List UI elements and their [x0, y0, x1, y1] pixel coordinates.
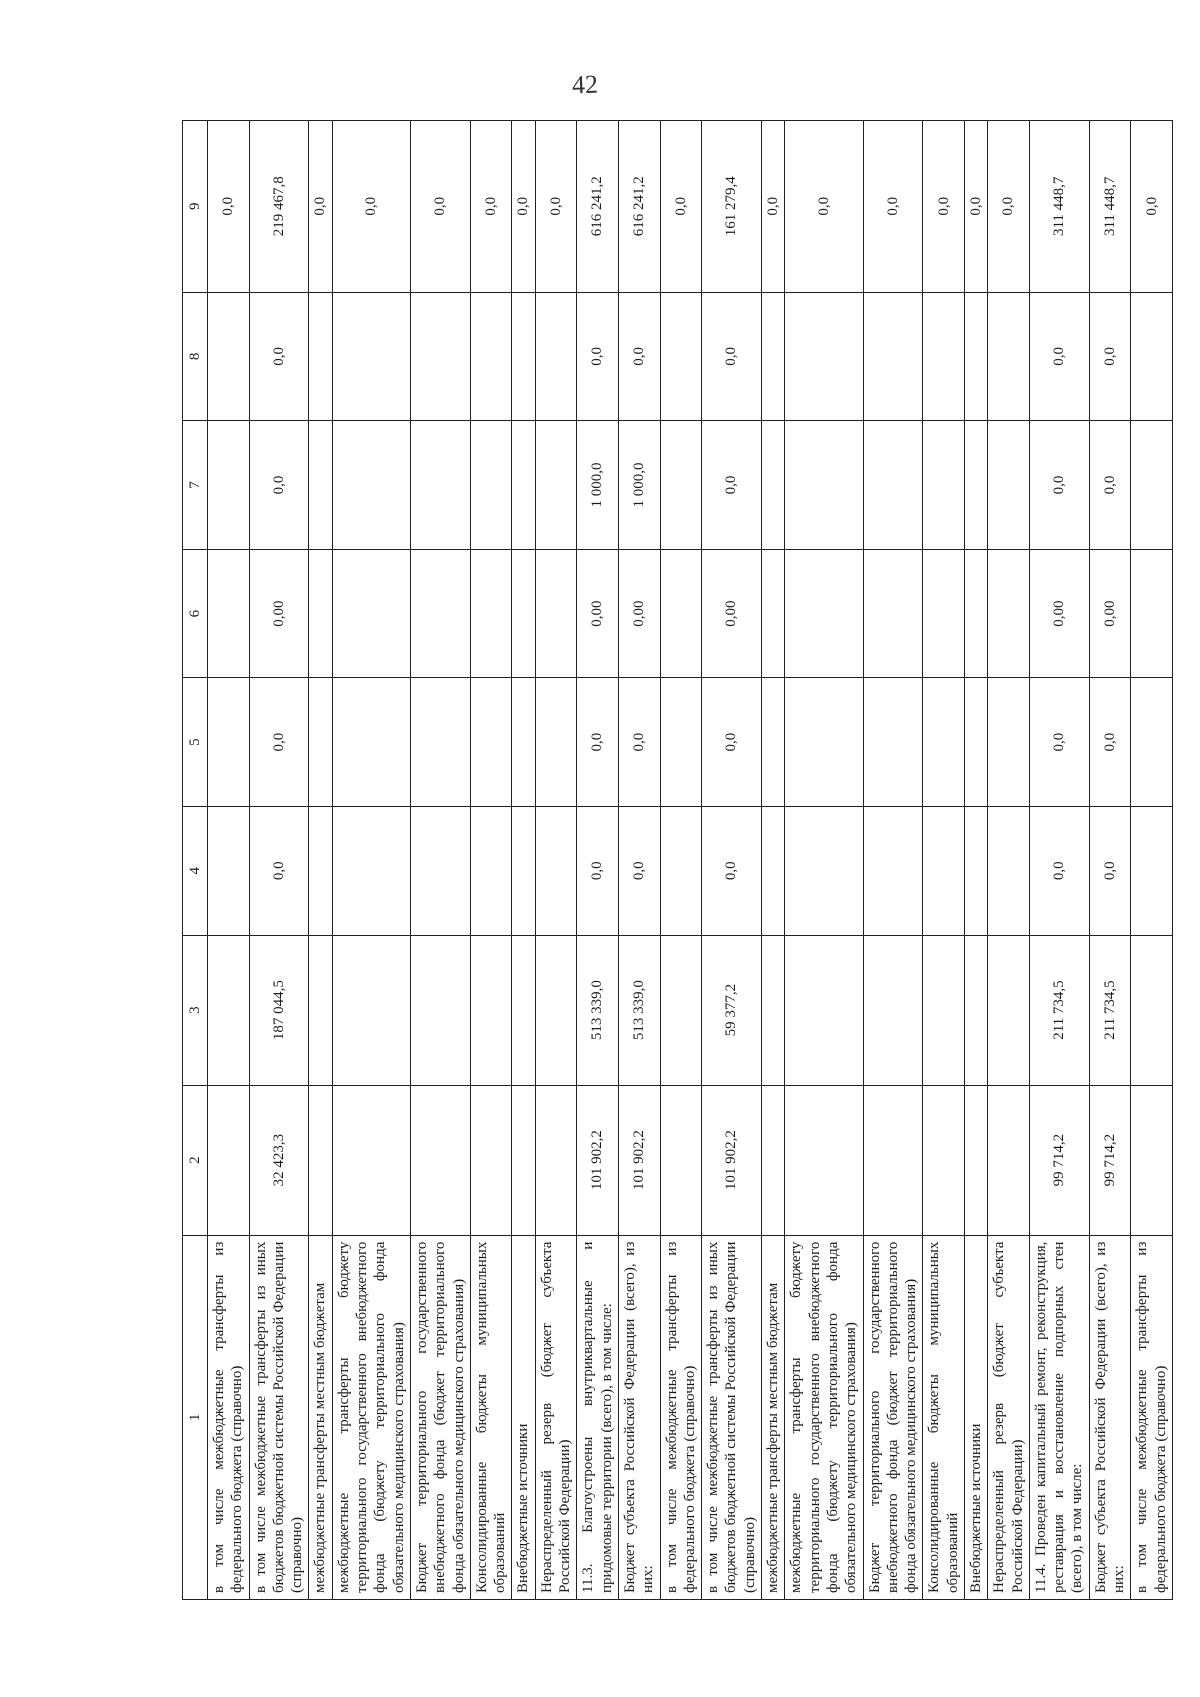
table-row: [863, 121, 923, 1600]
row-description-cell: Бюджет территориального государственного внебюджетного фонда (бюджет территориального фонда обязательного медицинского страхования): [863, 1235, 923, 1599]
value-cell: [988, 678, 1030, 807]
value-cell: [512, 292, 535, 421]
value-cell: [410, 678, 470, 807]
value-cell: [923, 935, 965, 1085]
value-cell: 0,0: [249, 806, 309, 935]
value-cell: [208, 806, 250, 935]
table-row: [923, 121, 965, 1600]
value-cell: [923, 292, 965, 421]
column-header: 9: [183, 121, 208, 293]
value-cell: [208, 292, 250, 421]
value-cell: 0,0: [702, 292, 762, 421]
value-cell: [785, 1085, 863, 1235]
value-cell: [470, 806, 512, 935]
value-cell: [208, 549, 250, 678]
table-row: [208, 121, 250, 1600]
value-cell: [785, 292, 863, 421]
value-cell: [512, 806, 535, 935]
row-description-cell: 11.3. Благоустроены внутриквартальные и придомовые территории (всего), в том числе:: [577, 1235, 619, 1599]
value-cell: [785, 421, 863, 550]
value-cell: [660, 292, 702, 421]
value-cell: 0,0: [964, 121, 987, 293]
column-header: 2: [183, 1085, 208, 1235]
value-cell: [512, 935, 535, 1085]
value-cell: 0,0: [1029, 421, 1089, 550]
value-cell: [660, 935, 702, 1085]
value-cell: 0,0: [309, 121, 332, 293]
value-cell: [332, 806, 410, 935]
value-cell: [309, 549, 332, 678]
value-cell: [964, 549, 987, 678]
budget-table: [182, 120, 1173, 1600]
value-cell: [332, 935, 410, 1085]
value-cell: [535, 678, 577, 807]
value-cell: [470, 421, 512, 550]
value-cell: 0,0: [512, 121, 535, 293]
value-cell: 0,0: [1089, 421, 1131, 550]
value-cell: 0,0: [410, 121, 470, 293]
value-cell: 311 448,7: [1089, 121, 1131, 293]
value-cell: 161 279,4: [702, 121, 762, 293]
value-cell: [660, 806, 702, 935]
value-cell: 0,0: [1089, 678, 1131, 807]
value-cell: [660, 421, 702, 550]
row-description-cell: Нераспределенный резерв (бюджет субъекта Российской Федерации): [535, 1235, 577, 1599]
value-cell: [410, 549, 470, 678]
value-cell: 0,0: [577, 806, 619, 935]
value-cell: [964, 1085, 987, 1235]
value-cell: [762, 935, 785, 1085]
value-cell: [512, 549, 535, 678]
value-cell: [208, 1085, 250, 1235]
value-cell: 0,00: [702, 549, 762, 678]
value-cell: 32 423,3: [249, 1085, 309, 1235]
table-row: [785, 121, 863, 1600]
row-description-cell: в том числе межбюджетные трансферты из федерального бюджета (справочно): [208, 1235, 250, 1599]
value-cell: 0,00: [1089, 549, 1131, 678]
value-cell: [332, 421, 410, 550]
value-cell: 0,0: [660, 121, 702, 293]
value-cell: 219 467,8: [249, 121, 309, 293]
value-cell: 0,0: [1131, 121, 1173, 293]
value-cell: [410, 806, 470, 935]
table-row: [762, 121, 785, 1600]
value-cell: 0,0: [1029, 292, 1089, 421]
value-cell: [332, 678, 410, 807]
value-cell: 211 734,5: [1029, 935, 1089, 1085]
table-row: [535, 121, 577, 1600]
value-cell: [470, 678, 512, 807]
row-description-cell: Внебюджетные источники: [512, 1235, 535, 1599]
value-cell: [762, 292, 785, 421]
column-header: 3: [183, 935, 208, 1085]
value-cell: 0,0: [702, 421, 762, 550]
value-cell: 616 241,2: [577, 121, 619, 293]
value-cell: [309, 292, 332, 421]
value-cell: 187 044,5: [249, 935, 309, 1085]
row-description-cell: межбюджетные трансферты местным бюджетам: [762, 1235, 785, 1599]
value-cell: [988, 935, 1030, 1085]
value-cell: [410, 935, 470, 1085]
value-cell: 0,0: [535, 121, 577, 293]
value-cell: [660, 1085, 702, 1235]
value-cell: [208, 935, 250, 1085]
value-cell: 616 241,2: [618, 121, 660, 293]
value-cell: [1131, 549, 1173, 678]
value-cell: [332, 549, 410, 678]
table-row: [660, 121, 702, 1600]
value-cell: [964, 935, 987, 1085]
table-header-row: [183, 121, 208, 1600]
table-row: [249, 121, 309, 1600]
row-description-cell: Бюджет субъекта Российской Федерации (всего), из них:: [618, 1235, 660, 1599]
value-cell: [309, 678, 332, 807]
row-description-cell: Консолидированные бюджеты муниципальных образований: [923, 1235, 965, 1599]
value-cell: [964, 806, 987, 935]
row-description-cell: Внебюджетные источники: [964, 1235, 987, 1599]
value-cell: 513 339,0: [577, 935, 619, 1085]
row-description-cell: межбюджетные трансферты местным бюджетам: [309, 1235, 332, 1599]
table-row: [964, 121, 987, 1600]
value-cell: [863, 292, 923, 421]
value-cell: [512, 678, 535, 807]
value-cell: [1131, 292, 1173, 421]
row-description-cell: в том числе межбюджетные трансферты из федерального бюджета (справочно): [660, 1235, 702, 1599]
value-cell: 1 000,0: [618, 421, 660, 550]
value-cell: 0,0: [762, 121, 785, 293]
value-cell: 59 377,2: [702, 935, 762, 1085]
value-cell: [309, 806, 332, 935]
value-cell: 0,0: [618, 292, 660, 421]
budget-table-container: [182, 120, 1169, 1600]
value-cell: 0,0: [249, 292, 309, 421]
value-cell: 0,0: [618, 678, 660, 807]
value-cell: [410, 1085, 470, 1235]
table-row: [309, 121, 332, 1600]
value-cell: [1131, 1085, 1173, 1235]
value-cell: [208, 421, 250, 550]
value-cell: [1131, 678, 1173, 807]
value-cell: 0,0: [1029, 678, 1089, 807]
value-cell: 0,0: [1089, 806, 1131, 935]
value-cell: [785, 678, 863, 807]
value-cell: [863, 935, 923, 1085]
value-cell: [410, 292, 470, 421]
value-cell: [923, 678, 965, 807]
table-row: [618, 121, 660, 1600]
table-row: [332, 121, 410, 1600]
column-header: 8: [183, 292, 208, 421]
row-description-cell: в том числе межбюджетные трансферты из иных бюджетов бюджетной системы Российской Федерации (справочно): [702, 1235, 762, 1599]
value-cell: [988, 421, 1030, 550]
table-body: [183, 121, 1173, 1600]
row-description-cell: межбюджетные трансферты бюджету территориального государственного внебюджетного фонда (бюджету территориального фонда обязательного медицинского страхования): [785, 1235, 863, 1599]
value-cell: 101 902,2: [702, 1085, 762, 1235]
value-cell: [964, 292, 987, 421]
row-description-cell: 11.4. Проведен капитальный ремонт, реконструкция, реставрация и восстановление подпорных стен (всего), в том числе:: [1029, 1235, 1089, 1599]
column-header: 4: [183, 806, 208, 935]
value-cell: 0,0: [618, 806, 660, 935]
value-cell: [923, 421, 965, 550]
value-cell: [762, 806, 785, 935]
value-cell: [762, 678, 785, 807]
value-cell: 0,0: [577, 678, 619, 807]
row-description-cell: Бюджет территориального государственного внебюджетного фонда (бюджет территориального фонда обязательного медицинского страхования): [410, 1235, 470, 1599]
value-cell: [863, 421, 923, 550]
value-cell: [863, 806, 923, 935]
value-cell: 311 448,7: [1029, 121, 1089, 293]
value-cell: [535, 1085, 577, 1235]
value-cell: [470, 935, 512, 1085]
value-cell: 0,0: [208, 121, 250, 293]
column-header: 5: [183, 678, 208, 807]
value-cell: 101 902,2: [618, 1085, 660, 1235]
value-cell: [964, 421, 987, 550]
value-cell: [964, 678, 987, 807]
column-header: 7: [183, 421, 208, 550]
value-cell: 1 000,0: [577, 421, 619, 550]
value-cell: 99 714,2: [1029, 1085, 1089, 1235]
table-row: [702, 121, 762, 1600]
value-cell: [988, 806, 1030, 935]
value-cell: [512, 1085, 535, 1235]
row-description-cell: в том числе межбюджетные трансферты из федерального бюджета (справочно): [1131, 1235, 1173, 1599]
value-cell: 0,0: [249, 678, 309, 807]
page-number: 42: [571, 69, 599, 100]
value-cell: 0,00: [618, 549, 660, 678]
value-cell: [208, 678, 250, 807]
column-header: 6: [183, 549, 208, 678]
row-description-cell: Бюджет субъекта Российской Федерации (всего), из них:: [1089, 1235, 1131, 1599]
value-cell: [762, 1085, 785, 1235]
value-cell: [309, 1085, 332, 1235]
value-cell: [535, 806, 577, 935]
value-cell: 0,0: [988, 121, 1030, 293]
value-cell: 0,00: [249, 549, 309, 678]
value-cell: 211 734,5: [1089, 935, 1131, 1085]
value-cell: [923, 806, 965, 935]
value-cell: 0,00: [577, 549, 619, 678]
value-cell: [785, 935, 863, 1085]
value-cell: [410, 421, 470, 550]
value-cell: 99 714,2: [1089, 1085, 1131, 1235]
value-cell: 0,0: [332, 121, 410, 293]
row-description-cell: Консолидированные бюджеты муниципальных образований: [470, 1235, 512, 1599]
value-cell: [470, 1085, 512, 1235]
value-cell: [660, 549, 702, 678]
value-cell: 101 902,2: [577, 1085, 619, 1235]
row-description-cell: межбюджетные трансферты бюджету территориального государственного внебюджетного фонда (бюджету территориального фонда обязательного медицинского страхования): [332, 1235, 410, 1599]
value-cell: [1131, 806, 1173, 935]
table-row: [470, 121, 512, 1600]
table-row: [988, 121, 1030, 1600]
value-cell: [1131, 935, 1173, 1085]
value-cell: [923, 549, 965, 678]
value-cell: [988, 1085, 1030, 1235]
value-cell: [988, 549, 1030, 678]
value-cell: 0,0: [1029, 806, 1089, 935]
value-cell: [535, 935, 577, 1085]
value-cell: 0,0: [577, 292, 619, 421]
value-cell: 0,0: [702, 678, 762, 807]
row-description-cell: Нераспределенный резерв (бюджет субъекта Российской Федерации): [988, 1235, 1030, 1599]
table-row: [512, 121, 535, 1600]
value-cell: 0,0: [923, 121, 965, 293]
value-cell: [863, 678, 923, 807]
value-cell: [535, 549, 577, 678]
value-cell: [535, 292, 577, 421]
value-cell: [785, 549, 863, 678]
table-row: [410, 121, 470, 1600]
value-cell: [785, 806, 863, 935]
value-cell: [1131, 421, 1173, 550]
value-cell: 513 339,0: [618, 935, 660, 1085]
value-cell: [923, 1085, 965, 1235]
value-cell: 0,0: [470, 121, 512, 293]
value-cell: 0,0: [785, 121, 863, 293]
value-cell: 0,0: [702, 806, 762, 935]
value-cell: [660, 678, 702, 807]
value-cell: [512, 421, 535, 550]
value-cell: [863, 1085, 923, 1235]
row-description-cell: в том числе межбюджетные трансферты из иных бюджетов бюджетной системы Российской Федерации (справочно): [249, 1235, 309, 1599]
value-cell: [332, 1085, 410, 1235]
value-cell: 0,0: [863, 121, 923, 293]
value-cell: [762, 549, 785, 678]
value-cell: 0,00: [1029, 549, 1089, 678]
value-cell: [470, 292, 512, 421]
value-cell: [988, 292, 1030, 421]
column-header: 1: [183, 1235, 208, 1599]
value-cell: [762, 421, 785, 550]
value-cell: [470, 549, 512, 678]
value-cell: 0,0: [1089, 292, 1131, 421]
table-row: [1131, 121, 1173, 1600]
value-cell: [309, 935, 332, 1085]
value-cell: [309, 421, 332, 550]
value-cell: [332, 292, 410, 421]
value-cell: 0,0: [249, 421, 309, 550]
table-row: [1029, 121, 1089, 1600]
table-row: [1089, 121, 1131, 1600]
value-cell: [535, 421, 577, 550]
table-row: [577, 121, 619, 1600]
value-cell: [863, 549, 923, 678]
